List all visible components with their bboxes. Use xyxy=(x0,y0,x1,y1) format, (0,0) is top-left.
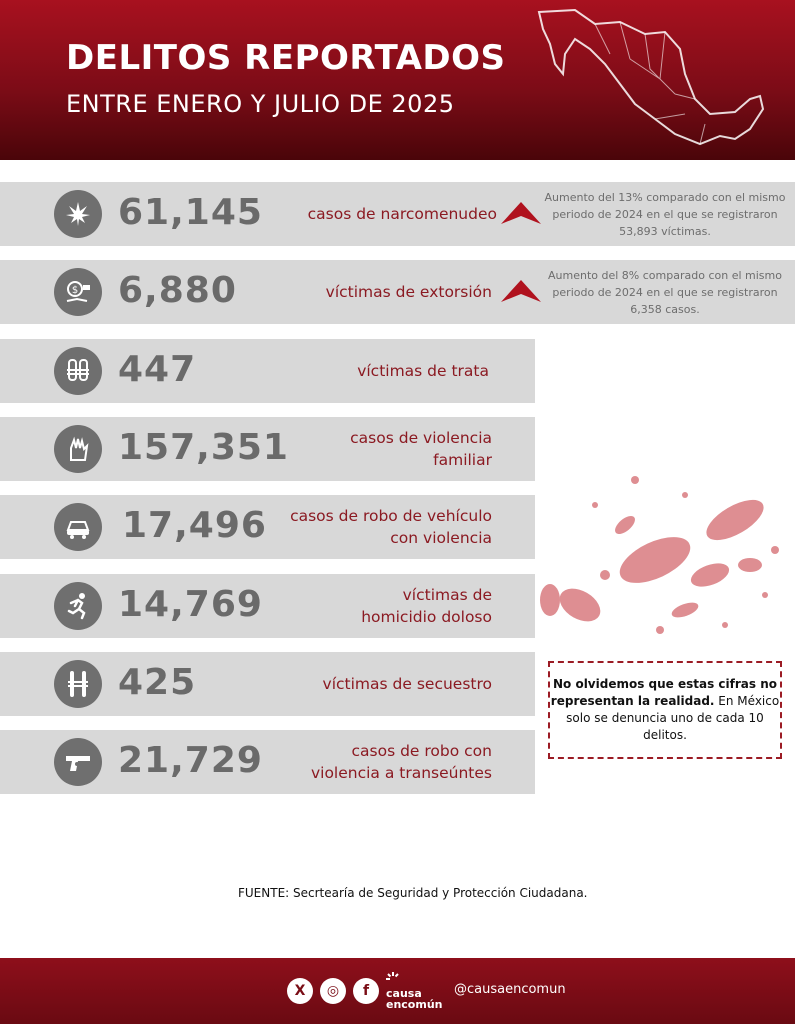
stat-value: 14,769 xyxy=(118,584,263,625)
stat-label-line1: casos de robo de vehículo xyxy=(290,507,492,525)
instagram-icon[interactable]: ◎ xyxy=(320,978,346,1004)
facebook-icon[interactable]: f xyxy=(353,978,379,1004)
page-subtitle: ENTRE ENERO Y JULIO DE 2025 xyxy=(66,90,455,118)
stat-label xyxy=(290,495,492,559)
stat-label xyxy=(361,574,492,638)
stat-label-line2: homicidio doloso xyxy=(361,608,492,626)
stat-label xyxy=(323,652,492,716)
stat-row-violencia-familiar xyxy=(0,417,535,481)
stat-row-extorsion xyxy=(0,260,795,324)
bound-hands-icon xyxy=(54,347,102,395)
stat-label-line1: víctimas de secuestro xyxy=(322,675,492,693)
money-bag-hand-icon xyxy=(54,268,102,316)
stat-note: Aumento del 8% comparado con el mismo periodo de 2024 en el que se registraron 6,358 casos. xyxy=(548,268,782,316)
stat-label-line1: casos de robo con xyxy=(351,742,492,760)
blood-splatter-decoration xyxy=(535,455,790,645)
stat-value: 21,729 xyxy=(118,740,263,781)
stat-row-trata xyxy=(0,339,535,403)
stat-value: 425 xyxy=(118,662,197,703)
car-theft-icon xyxy=(54,503,102,551)
causa-en-comun-logo xyxy=(386,972,454,1012)
stat-label-line1: víctimas de trata xyxy=(357,362,489,380)
callout-text: En México solo se denuncia uno de cada 10 delitos. xyxy=(566,694,780,742)
stat-row-narcomenudeo xyxy=(0,182,795,246)
tied-hands-icon xyxy=(54,660,102,708)
brand-line2: encomún xyxy=(386,998,443,1011)
stat-note: Aumento del 13% comparado con el mismo periodo de 2024 en el que se registraron 53,893 víctimas. xyxy=(544,190,786,238)
source-note: FUENTE: Secrtearía de Seguridad y Protección Ciudadana. xyxy=(238,886,588,900)
running-person-icon xyxy=(54,582,102,630)
stat-label xyxy=(311,730,492,794)
stat-value: 17,496 xyxy=(122,505,267,546)
stat-row-secuestro xyxy=(0,652,535,716)
stat-label-line2: familiar xyxy=(433,451,492,469)
stat-label-line1: víctimas de xyxy=(402,586,492,604)
header-banner xyxy=(0,0,795,160)
stat-row-robo-vehiculo xyxy=(0,495,535,559)
footer-bar xyxy=(0,958,795,1024)
stat-label-line2: con violencia xyxy=(390,529,492,547)
social-handle[interactable]: @causaencomun xyxy=(454,982,566,997)
stat-row-homicidio xyxy=(0,574,535,638)
stat-label-line2: violencia a transeúntes xyxy=(310,764,492,782)
trend-up-icon xyxy=(501,278,541,304)
svg-text:$: $ xyxy=(71,285,79,296)
stat-label xyxy=(326,260,492,324)
stat-label xyxy=(308,182,497,246)
hurt-hand-icon xyxy=(54,425,102,473)
page-title: DELITOS REPORTADOS xyxy=(66,38,506,78)
disclaimer-callout xyxy=(548,661,782,759)
stat-row-robo-transeuntes xyxy=(0,730,535,794)
stat-value: 447 xyxy=(118,349,197,390)
stat-value: 6,880 xyxy=(118,270,237,311)
x-twitter-icon[interactable]: X xyxy=(287,978,313,1004)
stat-label-line1: víctimas de extorsión xyxy=(325,283,492,301)
callout-bold-text: No olvidemos que estas cifras no representan la realidad. xyxy=(550,677,777,708)
stat-label-line1: casos de violencia xyxy=(350,429,492,447)
sunburst-icon xyxy=(386,972,400,986)
stat-label xyxy=(357,339,489,403)
stat-label-line1: casos de narcomenudeo xyxy=(307,205,497,223)
stat-value: 157,351 xyxy=(118,427,289,468)
brand-line1: causa xyxy=(386,987,422,1000)
pistol-icon xyxy=(54,738,102,786)
trend-up-icon xyxy=(501,200,541,226)
stat-label xyxy=(350,417,492,481)
mexico-map-icon xyxy=(535,4,775,154)
cannabis-leaf-icon xyxy=(54,190,102,238)
stat-value: 61,145 xyxy=(118,192,263,233)
